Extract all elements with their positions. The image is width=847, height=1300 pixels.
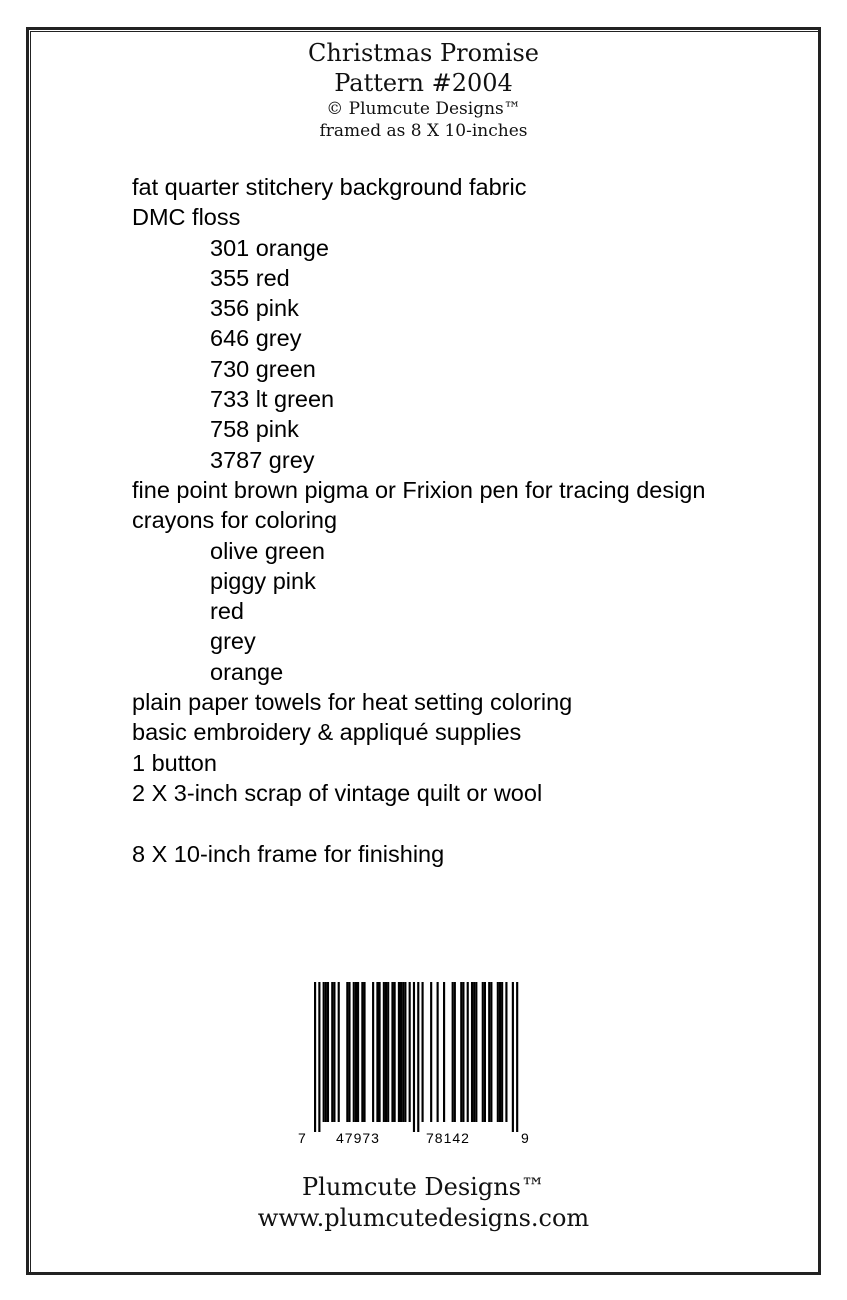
barcode-bar [475, 982, 477, 1122]
supply-sub-item: olive green [210, 537, 325, 564]
framed-size: framed as 8 X 10-inches [319, 121, 528, 141]
barcode-bar [400, 982, 402, 1122]
barcode-bar [422, 982, 424, 1122]
supply-item: 1 button [132, 749, 217, 776]
barcode-bar [417, 982, 419, 1132]
supply-sub-item: piggy pink [210, 567, 316, 594]
barcode-bar [452, 982, 454, 1122]
barcode-digit-check: 9 [521, 1130, 530, 1146]
barcode-bar [376, 982, 378, 1122]
barcode-bar [505, 982, 507, 1122]
barcode-digits-left: 47973 [336, 1130, 380, 1146]
barcode-bar [473, 982, 475, 1122]
page-footer [0, 1172, 847, 1234]
barcode-bar [501, 982, 503, 1122]
barcode-bar [443, 982, 445, 1122]
barcode-bar [490, 982, 492, 1122]
barcode-bar [391, 982, 393, 1122]
supply-sub-item: 3787 grey [210, 446, 315, 473]
barcode-bar [323, 982, 325, 1122]
supply-sub-item: grey [210, 628, 256, 655]
barcode-bar [394, 982, 396, 1122]
barcode-bar [404, 982, 406, 1122]
supply-item: 8 X 10-inch frame for finishing [132, 840, 445, 867]
barcode-icon [298, 982, 538, 1132]
barcode-bar [355, 982, 357, 1122]
supply-sub-item: 758 pink [210, 416, 299, 443]
barcode-bar [387, 982, 389, 1122]
barcode-bar [413, 982, 415, 1132]
barcode-bar [484, 982, 486, 1122]
supply-sub-item: 301 orange [210, 234, 329, 261]
barcode-bar [430, 982, 432, 1122]
barcode-bar [437, 982, 439, 1122]
copyright-line: © Plumcute Designs™ [326, 99, 521, 119]
barcode-bar [379, 982, 381, 1122]
barcode-bar [488, 982, 490, 1122]
barcode-bar [325, 982, 327, 1122]
supply-sub-item: 646 grey [210, 325, 302, 352]
barcode-bar [372, 982, 374, 1122]
footer-brand: Plumcute Designs™ [302, 1173, 545, 1201]
barcode-bar [353, 982, 355, 1122]
barcode-bar [512, 982, 514, 1132]
barcode-bar [398, 982, 400, 1122]
supply-item: DMC floss [132, 204, 241, 231]
barcode-bar [363, 982, 365, 1122]
barcode-bar [516, 982, 518, 1132]
supply-sub-item: orange [210, 658, 284, 685]
barcode-bar [314, 982, 316, 1132]
supply-sub-item: 730 green [210, 355, 316, 382]
barcode-bar [462, 982, 464, 1122]
supply-sub-item: red [210, 598, 244, 625]
pattern-number: Pattern #2004 [334, 69, 513, 97]
supply-item: fine point brown pigma or Frixion pen for tracing design [132, 476, 706, 503]
barcode-bar [361, 982, 363, 1122]
barcode-digits-right: 78142 [426, 1130, 470, 1146]
barcode-bar [467, 982, 469, 1122]
supply-item: plain paper towels for heat setting coloring [132, 689, 573, 716]
barcode-bar [402, 982, 404, 1122]
footer-website: www.plumcutedesigns.com [257, 1204, 590, 1232]
barcode-bar [385, 982, 387, 1122]
barcode-bar [497, 982, 499, 1122]
supplies-list [132, 172, 822, 869]
barcode-digit-lead: 7 [298, 1130, 307, 1146]
pattern-title: Christmas Promise [308, 39, 539, 67]
barcode-bar [333, 982, 335, 1122]
supply-sub-item: 733 lt green [210, 386, 335, 413]
barcode-bar [331, 982, 333, 1122]
supply-item: 2 X 3-inch scrap of vintage quilt or wool [132, 779, 543, 806]
barcode-bar [460, 982, 462, 1122]
barcode-bar [471, 982, 473, 1122]
barcode-bar [383, 982, 385, 1122]
barcode-bar [482, 982, 484, 1122]
supply-item: fat quarter stitchery background fabric [132, 174, 527, 200]
barcode [298, 982, 538, 1150]
barcode-bar [346, 982, 348, 1122]
barcode-bar [357, 982, 359, 1122]
supply-item: crayons for coloring [132, 507, 338, 534]
supply-sub-item: 355 red [210, 264, 290, 291]
barcode-bar [499, 982, 501, 1122]
barcode-bar [327, 982, 329, 1122]
barcode-bar [348, 982, 350, 1122]
barcode-bar [409, 982, 411, 1122]
pattern-header [0, 38, 847, 142]
barcode-bar [454, 982, 456, 1122]
barcode-bar [338, 982, 340, 1122]
barcode-bar [318, 982, 320, 1132]
supply-sub-item: 356 pink [210, 295, 299, 322]
supply-item: basic embroidery & appliqué supplies [132, 719, 522, 746]
